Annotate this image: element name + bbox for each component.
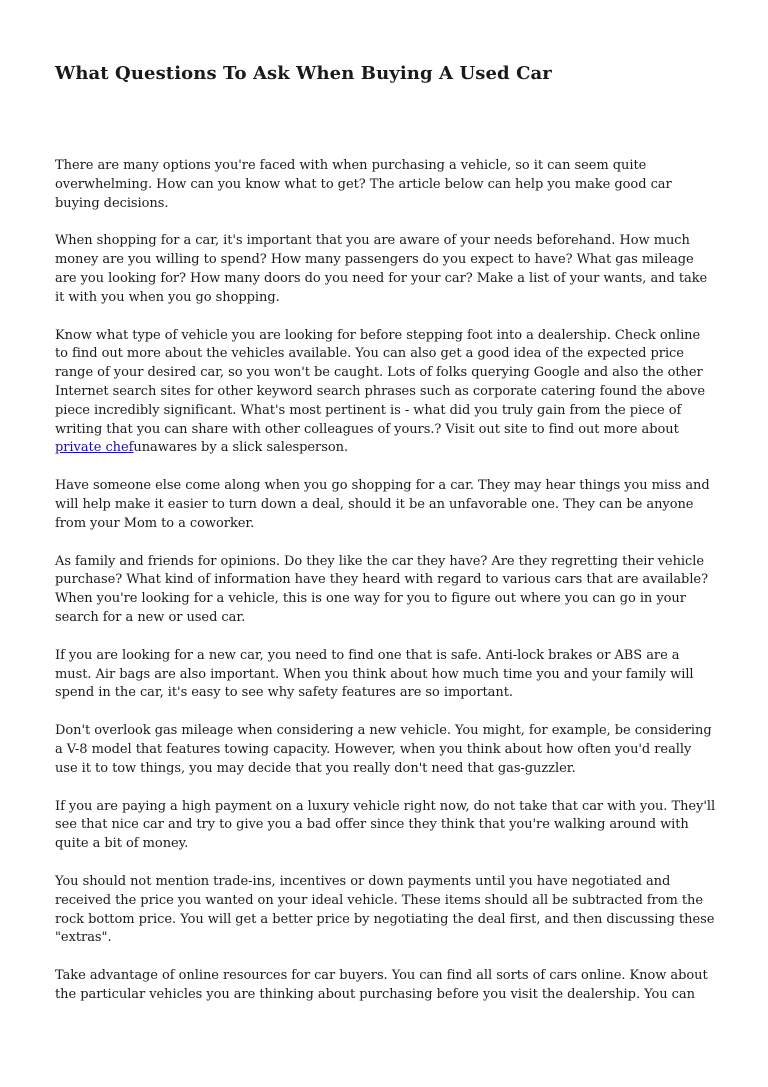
paragraph: Don't overlook gas mileage when considering a new vehicle. You might, for example, be considering a V-8 model that features towing capacity. However, when you think about how often you'd really use it to tow things, you may decide that you really don't need that gas-guzzler. [55,723,712,776]
paragraph: As family and friends for opinions. Do they like the car they have? Are they regretting their vehicle purchase? What kind of information have they heard with regard to various cars that are available? When you're looking for a vehicle, this is one way for you to figure out where you can go in your search for a new or used car. [55,553,708,625]
paragraph: You should not mention trade-ins, incentives or down payments until you have negotiated and received the price you wanted on your ideal vehicle. These items should all be subtracted from the rock bottom price. You will get a better price by negotiating the deal first, and then discussing these "extras". [55,873,715,946]
paragraph: If you are paying a high payment on a luxury vehicle right now, do not take that car with you. They'll see that nice car and try to give you a bad offer since they think that you're walking around with quite a bit of money. [55,798,716,852]
paragraph: If you are looking for a new car, you need to find one that is safe. Anti-lock brakes or ABS are a must. Air bags are also important. When you think about how much time you and your family will spend in the car, it's easy to see why safety features are so important. [55,647,694,701]
paragraph-text: unawares by a slick salesperson. [133,440,349,456]
document-page [55,62,717,1024]
paragraph: Take advantage of online resources for car buyers. You can find all sorts of cars online. Know about the particular vehicles you are thinking about purchasing before you visit the dealership. You can [55,968,708,1002]
paragraph: There are many options you're faced with when purchasing a vehicle, so it can seem quite overwhelming. How can you know what to get? The article below can help you make good car buying decisions. [55,158,672,211]
paragraph [55,327,717,459]
article-body [55,157,717,1005]
paragraph: When shopping for a car, it's important that you are aware of your needs beforehand. How much money are you willing to spend? How many passengers do you expect to have? What gas mileage are you looking for? How many doors do you need for your car? Make a list of your wants, and take it with you when you go shopping. [55,233,708,305]
page-title: What Questions To Ask When Buying A Used Car [55,63,552,84]
paragraph: Have someone else come along when you go shopping for a car. They may hear things you miss and will help make it easier to turn down a deal, should it be an unfavorable one. They can be anyone from your Mom to a coworker. [55,478,710,531]
paragraph-text: Know what type of vehicle you are looking for before stepping foot into a dealership. Check online to find out more about the vehicles available. You can also get a good idea of the expected price range of your desired car, so you won't be caught. Lots of folks querying Google and also the other Internet search sites for other keyword search phrases such as corporate catering found the above piece incredibly significant. What's most pertinent is - what did you truly gain from the piece of writing that you can share with other colleagues of yours.? Visit out site to find out more about [55,327,706,437]
private-chef-link[interactable]: private chef [55,440,134,456]
